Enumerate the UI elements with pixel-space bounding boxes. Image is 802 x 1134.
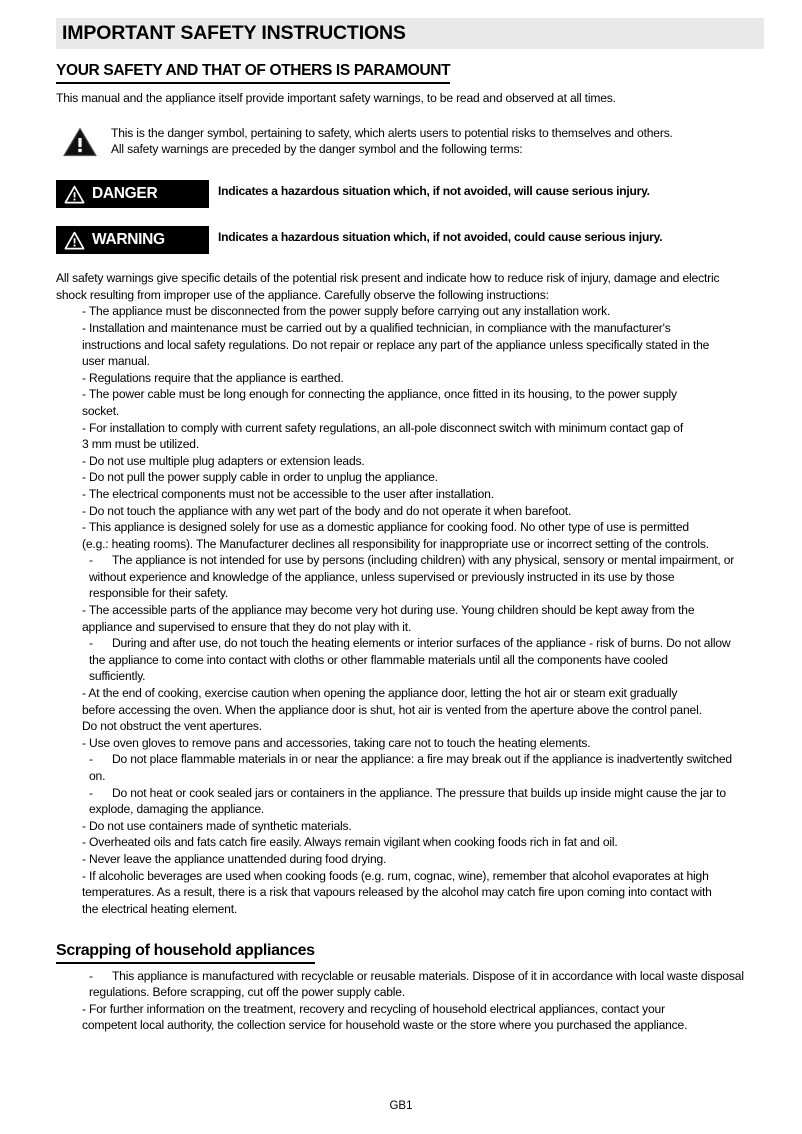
list-marker: - xyxy=(82,503,90,518)
instruction-text: Use oven gloves to remove pans and accessories, taking care not to touch the heating elements. xyxy=(89,735,591,750)
instruction-text: This appliance is manufactured with recyclable or reusable materials. Dispose of it in accordance with local waste disposal xyxy=(111,968,744,983)
warning-badge xyxy=(56,226,209,254)
page-title: IMPORTANT SAFETY INSTRUCTIONS xyxy=(56,18,764,49)
instruction-line xyxy=(82,469,764,486)
instruction-text: The appliance is not intended for use by persons (including children) with any physical, sensory or mental impairment, or xyxy=(111,553,735,568)
instruction-text: During and after use, do not touch the heating elements or interior surfaces of the appliance - risk of burns. Do not allow xyxy=(111,636,731,651)
instruction-line xyxy=(82,453,764,470)
instruction-items xyxy=(56,303,764,917)
instruction-line xyxy=(89,552,764,569)
instruction-item xyxy=(56,868,764,918)
instruction-item xyxy=(56,851,764,868)
safety-instructions-list xyxy=(56,270,764,917)
list-marker: - xyxy=(82,470,90,485)
instruction-line: instructions and local safety regulations. Do not repair or replace any part of the appliance unless specifically stated in the xyxy=(82,337,710,352)
instruction-line: socket. xyxy=(82,403,120,418)
instruction-text: Overheated oils and fats catch fire easily. Always remain vigilant when cooking foods rich in fat and oil. xyxy=(89,835,618,850)
danger-badge xyxy=(56,180,209,208)
instruction-line xyxy=(82,519,764,536)
instruction-item xyxy=(56,386,764,419)
instruction-line xyxy=(82,868,764,885)
instruction-text: Do not use multiple plug adapters or extension leads. xyxy=(89,453,365,468)
instruction-item xyxy=(56,735,764,752)
instruction-line xyxy=(82,420,764,437)
instruction-item xyxy=(56,370,764,387)
list-marker: - xyxy=(82,603,89,618)
instruction-line: before accessing the oven. When the appliance door is shut, hot air is vented from the aperture above the control panel. xyxy=(82,702,702,717)
instruction-item xyxy=(56,834,764,851)
instruction-line: the appliance to come into contact with cloths or other flammable materials until all the components have cooled xyxy=(89,652,668,667)
instruction-line xyxy=(82,818,764,835)
instruction-line: without experience and knowledge of the appliance, unless supervised or previously instructed in its use by those xyxy=(89,569,675,584)
instruction-item xyxy=(56,453,764,470)
danger-badge-label: DANGER xyxy=(92,185,158,203)
warning-description: Indicates a hazardous situation which, if not avoided, could cause serious injury. xyxy=(218,230,663,245)
instruction-text: The accessible parts of the appliance may become very hot during use. Young children should be kept away from the xyxy=(88,603,695,618)
instruction-text: If alcoholic beverages are used when cooking foods (e.g. rum, cognac, wine), remember that alcohol evaporates at high xyxy=(89,868,709,883)
instruction-line: responsible for their safety. xyxy=(89,586,229,601)
instruction-text: This appliance is designed solely for use as a domestic appliance for cooking food. No other type of use is permitted xyxy=(88,520,689,535)
list-marker: - xyxy=(82,486,89,501)
instruction-text: The power cable must be long enough for connecting the appliance, once fitted in its housing, to the power supply xyxy=(88,387,677,402)
instruction-text: Installation and maintenance must be carried out by a qualified technician, in compliance with the manufacturer's xyxy=(89,320,671,335)
instruction-line xyxy=(82,320,764,337)
preamble-line-1: All safety warnings give specific details of the potential risk present and indicate how to reduce risk of injury, damage and electric xyxy=(56,271,720,286)
list-marker: - xyxy=(82,686,89,701)
instruction-line xyxy=(82,370,764,387)
instruction-line xyxy=(82,303,764,320)
instruction-text: Do not touch the appliance with any wet part of the body and do not operate it when barefoot. xyxy=(89,503,572,518)
section-heading-your-safety: YOUR SAFETY AND THAT OF OTHERS IS PARAMOUNT xyxy=(56,62,450,84)
list-marker: - xyxy=(89,785,112,800)
instruction-line xyxy=(89,968,764,985)
instruction-item xyxy=(56,968,764,1001)
instruction-text: For installation to comply with current safety regulations, an all-pole disconnect switch with minimum contact gap of xyxy=(89,420,684,435)
instruction-item xyxy=(56,503,764,520)
instruction-text: The appliance must be disconnected from the power supply before carrying out any installation work. xyxy=(88,304,611,319)
list-marker: - xyxy=(89,968,112,983)
instruction-item xyxy=(56,751,764,784)
instruction-line xyxy=(82,602,764,619)
preamble-line-2: shock resulting from improper use of the appliance. Carefully observe the following instructions: xyxy=(56,287,549,302)
list-marker: - xyxy=(82,420,90,435)
instruction-text: Do not place flammable materials in or near the appliance: a fire may break out if the appliance is inadvertently switched xyxy=(111,752,732,767)
instruction-item xyxy=(56,486,764,503)
danger-triangle-icon xyxy=(63,127,97,157)
scrapping-items xyxy=(56,968,764,1034)
list-marker: - xyxy=(89,636,112,651)
instruction-line xyxy=(82,834,764,851)
instruction-item xyxy=(56,602,764,635)
instruction-line: sufficiently. xyxy=(89,669,146,684)
instruction-item xyxy=(56,818,764,835)
instruction-item xyxy=(56,685,764,735)
instruction-item xyxy=(56,552,764,602)
instruction-line: appliance and supervised to ensure that they do not play with it. xyxy=(82,619,412,634)
list-marker: - xyxy=(82,320,90,335)
instruction-line: competent local authority, the collection service for household waste or the store where you purchased the appliance. xyxy=(82,1018,688,1033)
list-marker: - xyxy=(82,304,89,319)
warning-triangle-icon xyxy=(64,185,85,204)
instruction-line: (e.g.: heating rooms). The Manufacturer declines all responsibility for inappropriate use or incorrect setting of the controls. xyxy=(82,536,709,551)
instruction-text: Do not use containers made of synthetic materials. xyxy=(89,818,352,833)
instruction-line xyxy=(82,1001,764,1018)
list-marker: - xyxy=(89,553,112,568)
instruction-line: explode, damaging the appliance. xyxy=(89,802,265,817)
instruction-item xyxy=(56,635,764,685)
instruction-line xyxy=(82,386,764,403)
instruction-text: Do not pull the power supply cable in order to unplug the appliance. xyxy=(89,470,438,485)
list-marker: - xyxy=(82,370,90,385)
instruction-line xyxy=(82,735,764,752)
instruction-line xyxy=(89,785,764,802)
instruction-item xyxy=(56,320,764,370)
instruction-text: Regulations require that the appliance is earthed. xyxy=(89,370,344,385)
intro-paragraph: This manual and the appliance itself provide important safety warnings, to be read and observed at all times. xyxy=(56,91,616,106)
instruction-line: user manual. xyxy=(82,354,150,369)
instruction-item xyxy=(56,1001,764,1034)
danger-symbol-line-2: All safety warnings are preceded by the danger symbol and the following terms: xyxy=(111,142,523,157)
list-marker: - xyxy=(89,752,112,767)
instruction-item xyxy=(56,469,764,486)
instruction-line: the electrical heating element. xyxy=(82,901,238,916)
instruction-text: Never leave the appliance unattended during food drying. xyxy=(89,851,387,866)
instruction-line xyxy=(82,851,764,868)
alert-row-danger xyxy=(56,180,764,208)
instruction-item xyxy=(56,303,764,320)
instruction-text: For further information on the treatment, recovery and recycling of household electrical appliances, contact your xyxy=(89,1001,665,1016)
danger-symbol-note xyxy=(56,125,764,159)
page-footer: GB1 xyxy=(389,1100,413,1112)
alert-row-warning xyxy=(56,226,764,254)
list-marker: - xyxy=(82,818,90,833)
section-heading-scrapping: Scrapping of household appliances xyxy=(56,941,315,963)
danger-symbol-text xyxy=(111,125,673,159)
list-marker: - xyxy=(82,453,90,468)
list-marker: - xyxy=(82,868,90,883)
warning-triangle-icon xyxy=(64,231,85,250)
page-content xyxy=(56,18,764,1034)
instruction-text: At the end of cooking, exercise caution when opening the appliance door, letting the hot air or steam exit gradually xyxy=(88,686,678,701)
instruction-line: Do not obstruct the vent apertures. xyxy=(82,719,262,734)
list-marker: - xyxy=(82,520,89,535)
instruction-line: on. xyxy=(89,769,106,784)
instruction-line: regulations. Before scrapping, cut off the power supply cable. xyxy=(89,985,406,1000)
instruction-item xyxy=(56,785,764,818)
instruction-line xyxy=(82,503,764,520)
danger-description: Indicates a hazardous situation which, if not avoided, will cause serious injury. xyxy=(218,184,650,199)
list-marker: - xyxy=(82,851,90,866)
instruction-line xyxy=(89,635,764,652)
instruction-text: Do not heat or cook sealed jars or containers in the appliance. The pressure that builds up inside might cause the jar to xyxy=(111,785,726,800)
danger-symbol-line-1: This is the danger symbol, pertaining to safety, which alerts users to potential risks to themselves and others. xyxy=(111,125,673,140)
instruction-line xyxy=(82,486,764,503)
warning-badge-label: WARNING xyxy=(92,231,165,249)
instruction-line xyxy=(82,685,764,702)
instruction-line: 3 mm must be utilized. xyxy=(82,437,200,452)
list-marker: - xyxy=(82,387,89,402)
instruction-line xyxy=(89,751,764,768)
instruction-line: temperatures. As a result, there is a risk that vapours released by the alcohol may catch fire upon coming into contact with xyxy=(82,885,712,900)
list-marker: - xyxy=(82,1001,90,1016)
list-marker: - xyxy=(82,735,90,750)
list-marker: - xyxy=(82,835,90,850)
instruction-text: The electrical components must not be accessible to the user after installation. xyxy=(88,486,494,501)
instruction-item xyxy=(56,420,764,453)
instruction-item xyxy=(56,519,764,552)
